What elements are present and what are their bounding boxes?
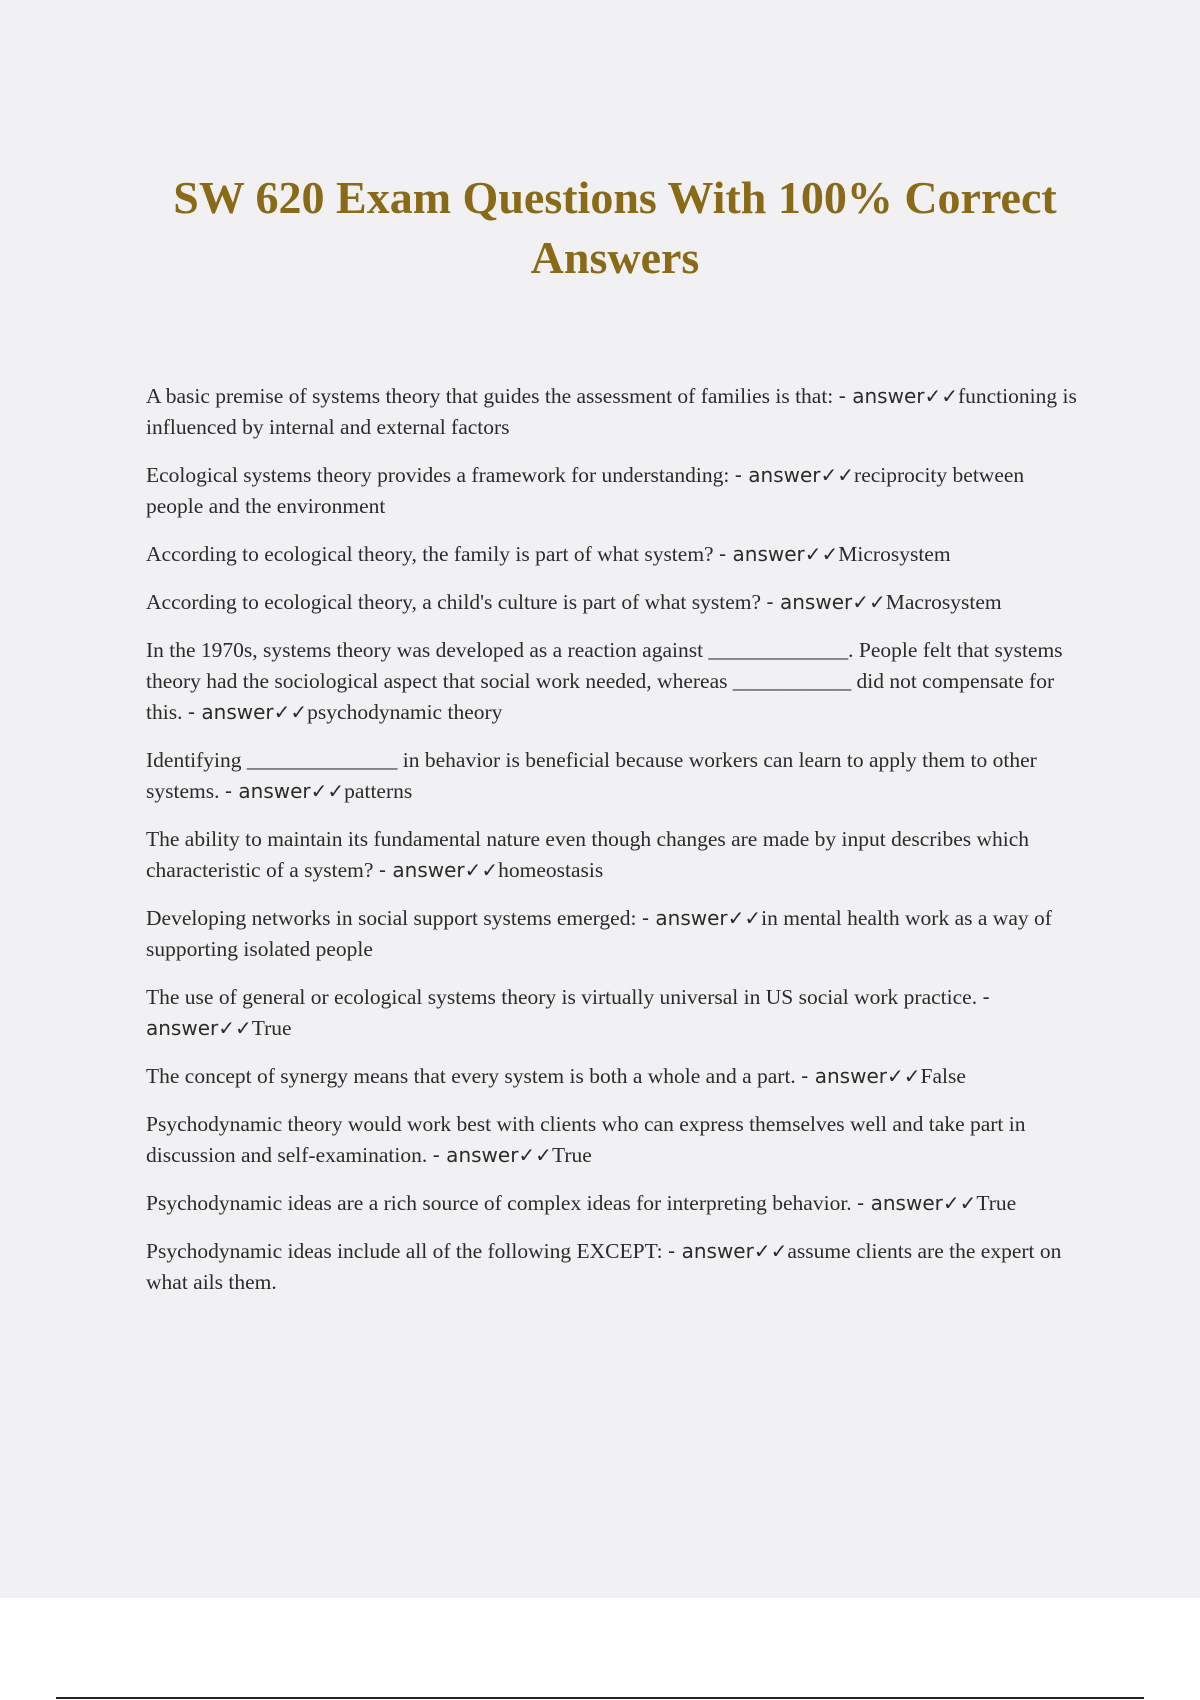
question-text: According to ecological theory, a child's culture is part of what system?	[146, 590, 762, 614]
qa-item	[146, 1188, 1086, 1219]
qa-item	[146, 745, 1086, 807]
answer-text: True	[251, 1016, 292, 1040]
question-text: The use of general or ecological systems theory is virtually universal in US social work practice.	[146, 985, 978, 1009]
answer-marker: - answer✓✓	[378, 858, 499, 882]
answer-marker: - answer✓✓	[641, 906, 762, 930]
answer-text: True	[976, 1191, 1017, 1215]
answer-text: reciprocity between people and the environment	[146, 463, 1025, 518]
qa-item	[146, 460, 1086, 522]
answer-text: homeostasis	[498, 858, 604, 882]
question-text: A basic premise of systems theory that guides the assessment of families is that:	[146, 384, 834, 408]
document-title: SW 620 Exam Questions With 100% Correct Answers	[173, 172, 1057, 283]
answer-text: patterns	[344, 779, 413, 803]
answer-text: in mental health work as a way of supporting isolated people	[146, 906, 1052, 961]
question-text: The ability to maintain its fundamental nature even though changes are made by input describes which characteristic of a system?	[146, 827, 1030, 882]
qa-item	[146, 824, 1086, 886]
qa-item	[146, 539, 1086, 570]
question-text: The concept of synergy means that every system is both a whole and a part.	[146, 1064, 796, 1088]
question-text: Developing networks in social support systems emerged:	[146, 906, 637, 930]
answer-marker: - answer✓✓	[734, 463, 855, 487]
answer-text: psychodynamic theory	[307, 700, 503, 724]
qa-item	[146, 381, 1086, 443]
qa-item	[146, 587, 1086, 618]
answer-marker: - answer✓✓	[857, 1191, 977, 1215]
answer-text: False	[920, 1064, 966, 1088]
answer-marker: - answer✓✓	[838, 384, 958, 408]
qa-item	[146, 1109, 1086, 1171]
answer-marker: - answer✓✓	[432, 1143, 552, 1167]
answer-text: assume clients are the expert on what ails them.	[146, 1239, 1062, 1294]
answer-text: functioning is influenced by internal and external factors	[146, 384, 1077, 439]
qa-item	[146, 635, 1086, 728]
qa-item	[146, 1236, 1086, 1298]
answer-marker: - answer✓✓	[766, 590, 886, 614]
answer-text: Macrosystem	[885, 590, 1002, 614]
question-text: Psychodynamic theory would work best with clients who can express themselves well and take part in discussion and self-examination.	[146, 1112, 1026, 1167]
question-text: Ecological systems theory provides a framework for understanding:	[146, 463, 730, 487]
footer-divider	[56, 1697, 1144, 1699]
question-text: Psychodynamic ideas include all of the following EXCEPT:	[146, 1239, 663, 1263]
question-text: Identifying ______________ in behavior is beneficial because workers can learn to apply them to other systems.	[146, 748, 1037, 803]
answer-text: True	[551, 1143, 592, 1167]
qa-item	[146, 903, 1086, 965]
question-text: In the 1970s, systems theory was developed as a reaction against _____________. People felt that systems theory had the sociological aspect that social work needed, whereas ___________ did not compensate for this.	[146, 638, 1063, 724]
answer-marker: - answer✓✓	[187, 700, 308, 724]
qa-list	[146, 381, 1086, 1315]
question-text: According to ecological theory, the family is part of what system?	[146, 542, 714, 566]
answer-marker: - answer✓✓	[718, 542, 839, 566]
answer-text: Microsystem	[838, 542, 951, 566]
answer-marker: - answer✓✓	[146, 985, 990, 1040]
qa-item	[146, 982, 1086, 1044]
qa-item	[146, 1061, 1086, 1092]
answer-marker: - answer✓✓	[801, 1064, 921, 1088]
question-text: Psychodynamic ideas are a rich source of complex ideas for interpreting behavior.	[146, 1191, 852, 1215]
answer-marker: - answer✓✓	[668, 1239, 788, 1263]
answer-marker: - answer✓✓	[224, 779, 345, 803]
